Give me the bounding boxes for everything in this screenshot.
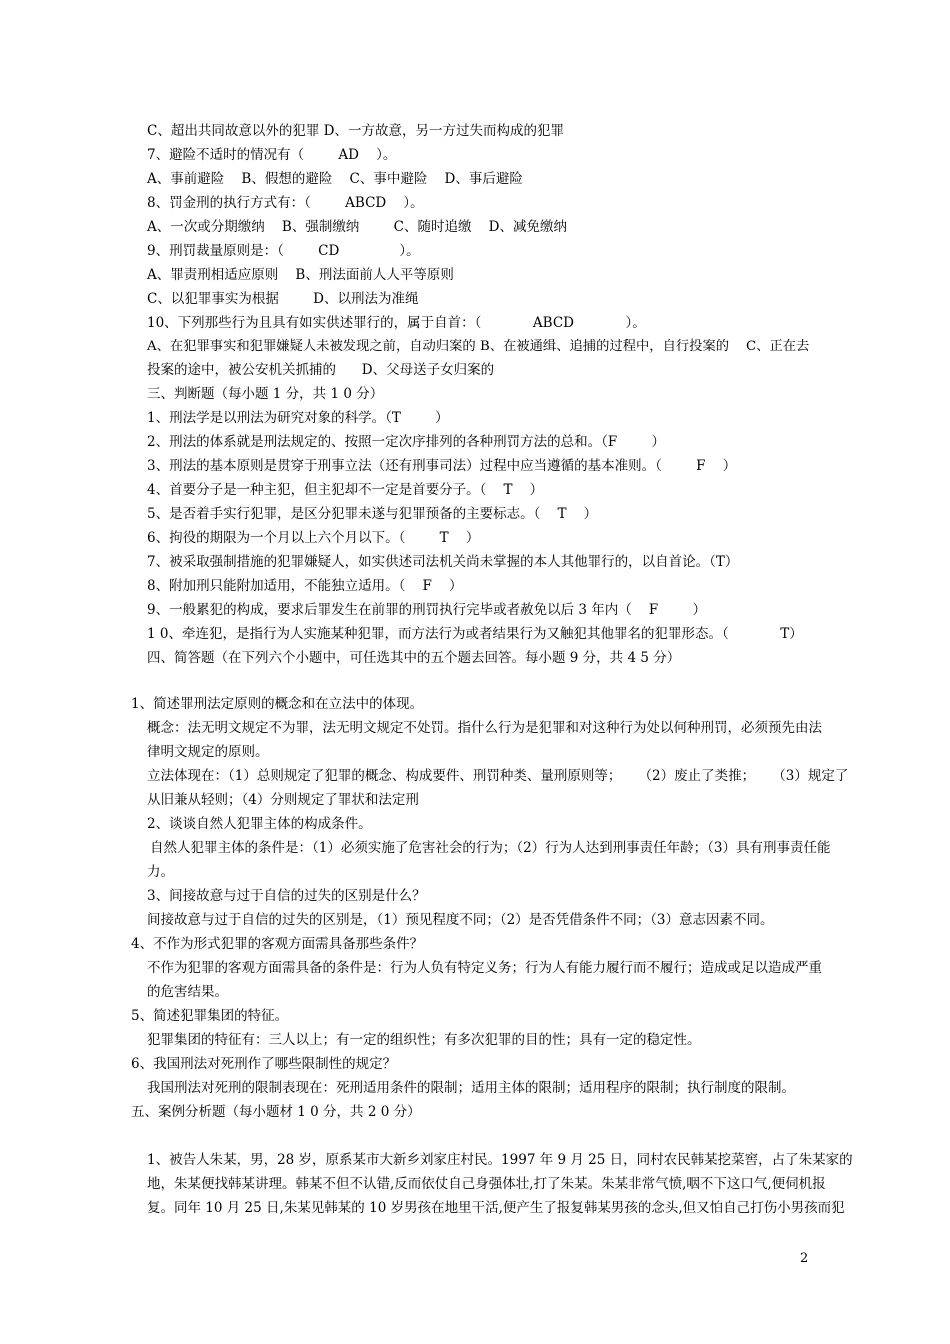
text-line: C、超出共同故意以外的犯罪 D、一方故意，另一方过失而构成的犯罪 xyxy=(147,123,564,139)
section-heading: 五、案例分析题（每小题材 1 0 分，共 2 0 分） xyxy=(131,1104,421,1120)
text-line: 律明文规定的原则。 xyxy=(147,744,269,760)
text-line: 8、罚金刑的执行方式有：（ ABCD ）。 xyxy=(147,195,424,211)
question-heading: 1、简述罪刑法定原则的概念和在立法中的体现。 xyxy=(131,696,424,712)
text-line: 6、拘役的期限为一个月以上六个月以下。（ T ） xyxy=(147,530,480,546)
question-heading: 3、间接故意与过于自信的过失的区别是什么？ xyxy=(147,888,426,904)
text-line: 9、刑罚裁量原则是：（ CD ）。 xyxy=(147,243,420,259)
text-line: 力。 xyxy=(147,864,174,880)
text-line: 间接故意与过于自信的过失的区别是，（1）预见程度不同；（2）是否凭借条件不同；（3）意志因素不同。 xyxy=(147,912,774,928)
text-line: 不作为犯罪的客观方面需具备的条件是：行为人负有特定义务；行为人有能力履行而不履行；造成或足以造成严重 xyxy=(147,960,822,976)
text-line: A、罪责刑相适应原则 B、刑法面前人人平等原则 xyxy=(147,267,454,283)
text-line: 4、首要分子是一种主犯，但主犯却不一定是首要分子。（ T ） xyxy=(147,482,544,498)
text-line: 7、避险不适时的情况有（ AD ）。 xyxy=(147,147,397,163)
text-line: 2、刑法的体系就是刑法规定的、按照一定次序排列的各种刑罚方法的总和。（F ） xyxy=(147,434,666,450)
text-line: 概念：法无明文规定不为罪，法无明文规定不处罚。指什么行为是犯罪和对这种行为处以何种刑罚，必须预先由法 xyxy=(147,720,822,736)
page-number: 2 xyxy=(800,1251,809,1266)
text-line: C、以犯罪事实为根据 D、以刑法为准绳 xyxy=(147,291,419,307)
text-line: 3、刑法的基本原则是贯穿于刑事立法（还有刑事司法）过程中应当遵循的基本准则。（ F ） xyxy=(147,458,737,474)
text-line: 1、被告人朱某，男，28 岁，原系某市大新乡刘家庄村民。1997 年 9 月 25 日，同村农民韩某挖菜窖，占了朱某家的 xyxy=(147,1152,853,1168)
text-line: 投案的途中，被公安机关抓捕的 D、父母送子女归案的 xyxy=(147,362,495,378)
section-heading: 四、简答题（在下列六个小题中，可任选其中的五个题去回答。每小题 9 分，共 4 5 分） xyxy=(147,650,681,666)
text-line: 的危害结果。 xyxy=(147,984,228,1000)
text-line: A、一次或分期缴纳 B、强制缴纳 C、随时追缴 D、减免缴纳 xyxy=(147,219,567,235)
text-line: 地，朱某便找韩某讲理。韩某不但不认错,反而依仗自己身强体壮,打了朱某。朱某非常气愤,咽不下这口气,便伺机报 xyxy=(147,1176,826,1192)
text-line: 自然人犯罪主体的条件是：（1）必须实施了危害社会的行为；（2）行为人达到刑事责任年龄；（3）具有刑事责任能 xyxy=(150,840,831,856)
text-line: 我国刑法对死刑的限制表现在：死刑适用条件的限制；适用主体的限制；适用程序的限制；执行制度的限制。 xyxy=(147,1080,795,1096)
text-line: A、在犯罪事实和犯罪嫌疑人未被发现之前，自动归案的 B、在被通缉、追捕的过程中，自行投案的 C、正在去 xyxy=(147,339,810,354)
text-line: 复。同年 10 月 25 日,朱某见韩某的 10 岁男孩在地里干活,便产生了报复韩某男孩的念头,但又怕自己打伤小男孩而犯 xyxy=(147,1200,845,1216)
text-line: A、事前避险 B、假想的避险 C、事中避险 D、事后避险 xyxy=(147,171,523,187)
text-line: 1 0、牵连犯，是指行为人实施某种犯罪，而方法行为或者结果行为又触犯其他罪名的犯罪形态。（ T） xyxy=(147,626,803,642)
question-heading: 4、不作为形式犯罪的客观方面需具备那些条件？ xyxy=(131,936,424,952)
question-heading: 6、我国刑法对死刑作了哪些限制性的规定？ xyxy=(131,1056,397,1072)
text-line: 立法体现在：（1）总则规定了犯罪的概念、构成要件、刑罚种类、量刑原则等； （2）废止了类推； （3）规定了 xyxy=(147,768,849,784)
section-heading: 三、判断题（每小题 1 分，共 1 0 分） xyxy=(147,386,384,402)
text-line: 从旧兼从轻则；（4）分则规定了罪状和法定刑 xyxy=(147,792,419,808)
text-line: 1、刑法学是以刑法为研究对象的科学。（T ） xyxy=(147,410,449,426)
question-heading: 2、谈谈自然人犯罪主体的构成条件。 xyxy=(147,816,372,832)
text-line: 8、附加刑只能附加适用，不能独立适用。（ F ） xyxy=(147,578,463,594)
text-line: 9、一般累犯的构成，要求后罪发生在前罪的刑罚执行完毕或者赦免以后 3 年内（ F ） xyxy=(147,602,707,618)
question-heading: 5、简述犯罪集团的特征。 xyxy=(131,1008,289,1024)
text-line: 7、被采取强制措施的犯罪嫌疑人，如实供述司法机关尚未掌握的本人其他罪行的，以自首论。（T） xyxy=(147,554,739,570)
text-line: 犯罪集团的特征有：三人以上；有一定的组织性；有多次犯罪的目的性；具有一定的稳定性。 xyxy=(147,1032,701,1048)
text-line: 5、是否着手实行犯罪，是区分犯罪未遂与犯罪预备的主要标志。（ T ） xyxy=(147,506,598,522)
text-line: 10、下列那些行为且具有如实供述罪行的，属于自首：（ ABCD ）。 xyxy=(147,315,646,331)
